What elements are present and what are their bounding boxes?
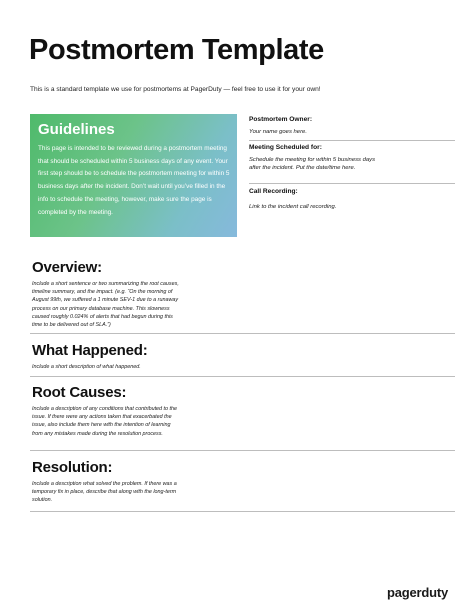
divider xyxy=(30,511,455,512)
resolution-description: Include a description what solved the problem. If there was a temporary fix in place, describe that along with the long-term solution. xyxy=(32,481,177,504)
what-happened-description: Include a short description of what happened. xyxy=(32,364,141,370)
guidelines-heading: Guidelines xyxy=(38,121,115,138)
divider xyxy=(30,450,455,451)
postmortem-owner-field xyxy=(249,116,455,136)
meeting-value: Schedule the meeting for within 5 business days after the incident. Put the date/time here. xyxy=(249,157,376,172)
pagerduty-logo: pagerduty xyxy=(387,585,449,600)
divider xyxy=(30,376,455,377)
owner-label: Postmortem Owner: xyxy=(249,116,313,123)
resolution-heading: Resolution: xyxy=(32,459,113,476)
resolution-section xyxy=(32,459,455,505)
meeting-scheduled-field xyxy=(249,144,455,172)
root-causes-heading: Root Causes: xyxy=(32,384,127,401)
overview-heading: Overview: xyxy=(32,259,102,276)
overview-description: Include a short sentence or two summarizing the root causes, timeline summary, and the impact. (e.g. “On the morning of August 99th, we suffered a 1 minute SEV-1 due to a runaway process on our primary database machine. This slowness caused roughly 0.024% of alerts that had begun during this time to be delivered out of SLA.”) xyxy=(32,281,179,329)
overview-section xyxy=(32,259,455,329)
intro-text: This is a standard template we use for postmortems at PagerDuty — feel free to use it for your own! xyxy=(30,86,321,93)
root-causes-description: Include a description of any conditions that contributed to the issue. If there were any actions taken that exacerbated the issue, also include them here with the intention of learning from any mistakes made during the resolution process. xyxy=(32,406,178,437)
recording-label: Call Recording: xyxy=(249,188,298,195)
root-causes-section xyxy=(32,384,455,438)
recording-value: Link to the incident call recording. xyxy=(249,204,337,210)
call-recording-field xyxy=(249,188,455,211)
divider xyxy=(249,183,455,184)
what-happened-section xyxy=(32,342,455,371)
guidelines-body: This page is intended to be reviewed during a postmortem meeting that should be scheduled within 5 business days of any event. Your first step should be to schedule the postmortem meeting for within 5 business days after the incident. Don’t wait until you’ve filled in the info to schedule the meeting, however, make sure the page is completed by the meeting. xyxy=(38,145,230,216)
divider xyxy=(30,333,455,334)
meeting-label: Meeting Scheduled for: xyxy=(249,144,322,151)
what-happened-heading: What Happened: xyxy=(32,342,148,359)
guidelines-box xyxy=(30,114,237,237)
page-title: Postmortem Template xyxy=(29,34,324,66)
divider xyxy=(249,140,455,141)
owner-value: Your name goes here. xyxy=(249,129,307,135)
